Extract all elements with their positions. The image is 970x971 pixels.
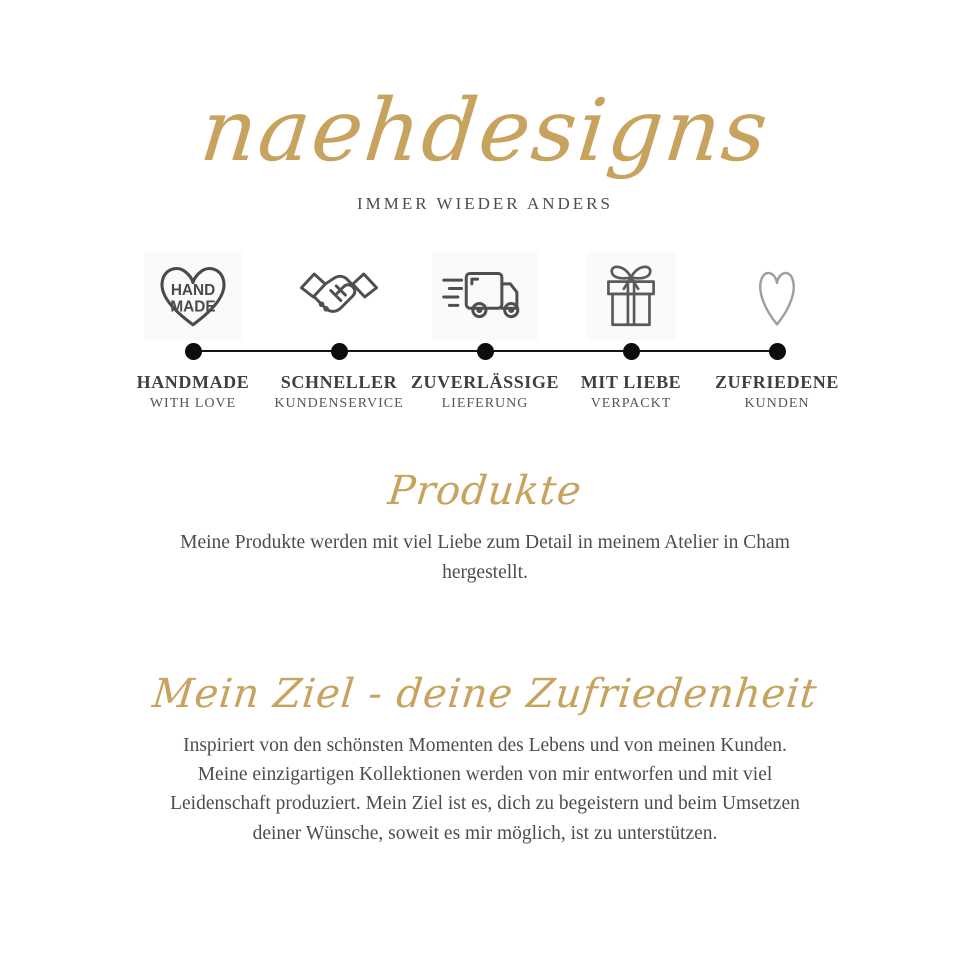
feature-label-service xyxy=(266,372,412,412)
timeline-axis xyxy=(0,340,970,362)
handshake-icon xyxy=(295,252,383,340)
timeline-dot xyxy=(331,343,348,360)
feature-subtitle: LIEFERUNG xyxy=(441,396,529,412)
feature-col-customers xyxy=(704,252,850,340)
section-body-produkte: Meine Produkte werden mit viel Liebe zum Detail in meinem Atelier in Cham hergestellt. xyxy=(180,532,790,583)
feature-col-service xyxy=(266,252,412,340)
feature-subtitle: KUNDENSERVICE xyxy=(274,396,404,412)
feature-icons-row xyxy=(120,252,850,340)
section-heading-ziel: Mein Ziel - deine Zufriedenheit xyxy=(150,670,820,717)
feature-col-handmade xyxy=(120,252,266,340)
section-heading-produkte: Produkte xyxy=(385,468,585,515)
brand-logo: naehdesigns xyxy=(196,81,774,181)
feature-label-delivery xyxy=(412,372,558,412)
feature-title: ZUVERLÄSSIGE xyxy=(410,372,560,393)
brand-tagline: IMMER WIEDER ANDERS xyxy=(357,194,613,214)
section-ziel xyxy=(0,671,970,848)
section-produkte xyxy=(0,468,970,587)
features-timeline xyxy=(0,252,970,412)
timeline-dot xyxy=(769,343,786,360)
timeline-dot xyxy=(477,343,494,360)
feature-subtitle: VERPACKT xyxy=(590,396,672,412)
feature-col-packaging xyxy=(558,252,704,340)
handmade-word-2: MADE xyxy=(170,298,216,316)
handmade-word-1: HAND xyxy=(170,282,216,300)
section-body-ziel: Inspiriert von den schönsten Momenten des Lebens und von meinen Kunden. Meine einzigartigen Kollektionen werden von mir entworfen und mit viel Leidenschaft produziert. Mein Ziel ist es, dich zu begeistern und beim Umsetzen deiner Wünsche, soweit es mir möglich, ist zu unterstützen. xyxy=(170,734,800,844)
gift-icon xyxy=(586,252,676,340)
feature-title: SCHNELLER xyxy=(280,372,398,393)
feature-label-customers xyxy=(704,372,850,412)
feature-subtitle: KUNDEN xyxy=(744,396,810,412)
feature-label-packaging xyxy=(558,372,704,412)
feature-labels-row xyxy=(120,372,850,412)
feature-subtitle: WITH LOVE xyxy=(149,396,237,412)
handmade-heart-icon xyxy=(144,252,242,340)
heart-icon xyxy=(753,252,801,340)
timeline-dot xyxy=(185,343,202,360)
feature-title: HANDMADE xyxy=(136,372,250,393)
feature-label-handmade xyxy=(120,372,266,412)
feature-col-delivery xyxy=(412,252,558,340)
delivery-truck-icon xyxy=(432,252,538,340)
timeline-dot xyxy=(623,343,640,360)
feature-title: MIT LIEBE xyxy=(580,372,682,393)
feature-title: ZUFRIEDENE xyxy=(714,372,840,393)
